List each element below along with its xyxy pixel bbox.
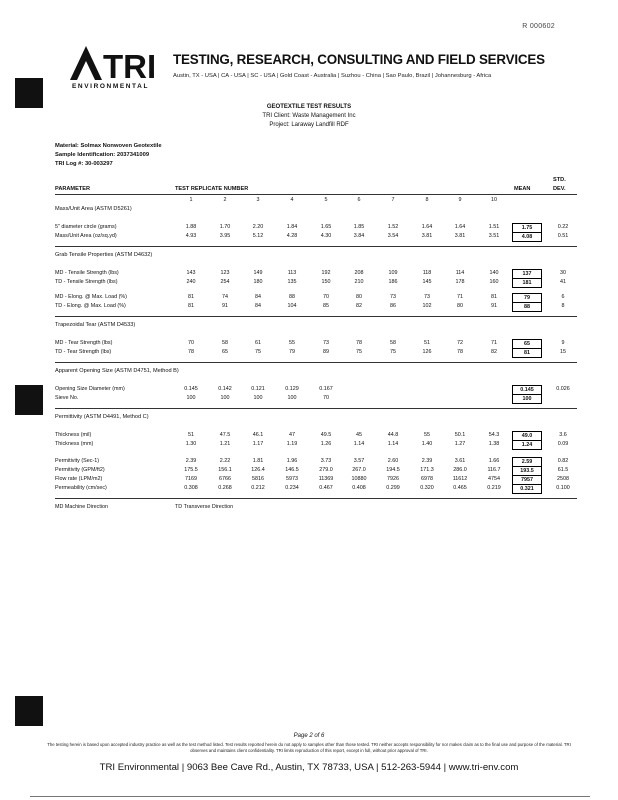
- cell-value: 116.7: [487, 467, 501, 473]
- cell-value: 11369: [318, 476, 334, 482]
- cell-value: 0.167: [319, 386, 333, 392]
- cell-value: 1.96: [286, 458, 298, 464]
- cell-value: 4.30: [320, 233, 332, 239]
- cell-value: 89: [323, 349, 329, 355]
- cell-value: 55: [289, 340, 295, 346]
- cell-value: 118: [422, 270, 432, 276]
- cell-value: 84: [255, 294, 261, 300]
- cell-value: 1.19: [286, 441, 298, 447]
- cell-value: 78: [188, 349, 194, 355]
- legend-md: MD Machine Direction: [55, 504, 109, 510]
- cell-value: 81: [188, 294, 194, 300]
- bottom-rule: [30, 796, 590, 797]
- cell-value: 3.95: [219, 233, 231, 239]
- row-label: Permitivity (GPM/ft2): [55, 467, 105, 473]
- std-header: STD.: [553, 177, 566, 183]
- section-rule: [55, 408, 577, 409]
- replicate-number: 3: [256, 197, 260, 203]
- cell-value: 7169: [185, 476, 197, 482]
- cell-value: 0.268: [218, 485, 232, 491]
- std-dev-value: 6: [561, 294, 565, 300]
- row-label: Sieve No.: [55, 395, 79, 401]
- cell-value: 5816: [252, 476, 264, 482]
- mean-value: 0.145: [512, 385, 542, 395]
- cell-value: 0.142: [218, 386, 232, 392]
- mean-value: 1.24: [512, 440, 542, 450]
- row-label: MD - Tensile Strength (lbs): [55, 270, 119, 276]
- cell-value: 46.1: [252, 432, 264, 438]
- legend-td: TD Transverse Direction: [175, 504, 234, 510]
- row-label: TD - Tensile Strength (lbs): [55, 279, 118, 285]
- replicate-number: 9: [458, 197, 462, 203]
- report-title: GEOTEXTILE TEST RESULTS: [266, 104, 352, 110]
- cell-value: 78: [457, 349, 463, 355]
- cell-value: 0.129: [285, 386, 299, 392]
- cell-value: 1.65: [320, 224, 332, 230]
- cell-value: 1.14: [353, 441, 365, 447]
- cell-value: 70: [188, 340, 194, 346]
- cell-value: 1.70: [219, 224, 231, 230]
- cell-value: 3.51: [488, 233, 500, 239]
- section-title: Apparent Opening Size (ASTM D4751, Method B): [55, 368, 179, 374]
- redaction-block: [15, 385, 43, 415]
- header-rule: [55, 194, 577, 195]
- cell-value: 1.21: [219, 441, 231, 447]
- cell-value: 240: [186, 279, 196, 285]
- std-dev-value: 0.100: [556, 485, 570, 491]
- mean-value: 193.5: [512, 466, 542, 476]
- cell-value: 1.85: [353, 224, 365, 230]
- std-dev-value: 15: [560, 349, 566, 355]
- cell-value: 49.5: [320, 432, 332, 438]
- cell-value: 0.121: [251, 386, 265, 392]
- cell-value: 88: [289, 294, 295, 300]
- cell-value: 208: [354, 270, 364, 276]
- cell-value: 79: [289, 349, 295, 355]
- cell-value: 104: [287, 303, 297, 309]
- mean-value: 100: [512, 394, 542, 404]
- logo-triangle-icon: [70, 46, 102, 80]
- cell-value: 7926: [387, 476, 399, 482]
- mean-value: 1.75: [512, 223, 542, 233]
- cell-value: 2.39: [421, 458, 433, 464]
- row-label: 5" diameter circle (grams): [55, 224, 117, 230]
- std-dev-value: 0.22: [557, 224, 569, 230]
- row-label: Permitivity (Sec-1): [55, 458, 100, 464]
- std-dev-value: 3.6: [559, 432, 567, 438]
- replicate-number: 1: [189, 197, 193, 203]
- cell-value: 143: [186, 270, 196, 276]
- cell-value: 2.22: [219, 458, 231, 464]
- cell-value: 102: [422, 303, 432, 309]
- cell-value: 73: [323, 340, 329, 346]
- cell-value: 171.3: [420, 467, 434, 473]
- cell-value: 75: [255, 349, 261, 355]
- std-dev-value: 61.5: [557, 467, 569, 473]
- cell-value: 1.64: [421, 224, 433, 230]
- cell-value: 80: [356, 294, 362, 300]
- std-dev-value: 8: [561, 303, 565, 309]
- company-name: TESTING, RESEARCH, CONSULTING AND FIELD SERVICES: [173, 52, 545, 67]
- mean-value: 2.59: [512, 457, 542, 467]
- page-number: Page 2 of 6: [293, 733, 325, 739]
- std-dev-value: 0.09: [557, 441, 569, 447]
- cell-value: 70: [323, 395, 329, 401]
- cell-value: 81: [491, 294, 497, 300]
- cell-value: 146.5: [285, 467, 299, 473]
- cell-value: 1.14: [387, 441, 399, 447]
- section-title: Mass/Unit Area (ASTM D5261): [55, 206, 132, 212]
- cell-value: 70: [323, 294, 329, 300]
- cell-value: 3.73: [320, 458, 332, 464]
- std-dev-value: 0.51: [557, 233, 569, 239]
- cell-value: 149: [253, 270, 263, 276]
- cell-value: 2.20: [252, 224, 264, 230]
- cell-value: 1.26: [320, 441, 332, 447]
- cell-value: 6978: [421, 476, 433, 482]
- cell-value: 1.51: [488, 224, 500, 230]
- cell-value: 1.27: [454, 441, 466, 447]
- replicate-number: 4: [290, 197, 294, 203]
- section-rule: [55, 316, 577, 317]
- mean-value: 79: [512, 293, 542, 303]
- cell-value: 156.1: [218, 467, 232, 473]
- section-rule: [55, 246, 577, 247]
- cell-value: 1.84: [286, 224, 298, 230]
- row-label: MD - Tear Strength (lbs): [55, 340, 113, 346]
- row-label: TD - Tear Strength (lbs): [55, 349, 112, 355]
- cell-value: 279.0: [319, 467, 333, 473]
- bates-number: R 000602: [522, 23, 555, 30]
- cell-value: 5973: [286, 476, 298, 482]
- section-title: Permittivity (ASTM D4491, Method C): [55, 414, 149, 420]
- cell-value: 3.81: [454, 233, 466, 239]
- replicate-number: 8: [425, 197, 429, 203]
- cell-value: 5.12: [252, 233, 264, 239]
- cell-value: 78: [356, 340, 362, 346]
- cell-value: 71: [457, 294, 463, 300]
- cell-value: 100: [186, 395, 196, 401]
- cell-value: 194.5: [386, 467, 400, 473]
- mean-value: 4.08: [512, 232, 542, 242]
- cell-value: 286.0: [453, 467, 467, 473]
- cell-value: 3.57: [353, 458, 365, 464]
- cell-value: 51: [188, 432, 194, 438]
- cell-value: 100: [220, 395, 230, 401]
- cell-value: 82: [356, 303, 362, 309]
- row-label: Thickness (mil): [55, 432, 92, 438]
- mean-header: MEAN: [514, 186, 531, 192]
- cell-value: 3.84: [353, 233, 365, 239]
- cell-value: 0.234: [285, 485, 299, 491]
- cell-value: 2.60: [387, 458, 399, 464]
- cell-value: 0.299: [386, 485, 400, 491]
- cell-value: 1.30: [185, 441, 197, 447]
- cell-value: 82: [491, 349, 497, 355]
- cell-value: 0.465: [453, 485, 467, 491]
- cell-value: 0.320: [420, 485, 434, 491]
- cell-value: 75: [356, 349, 362, 355]
- cell-value: 254: [220, 279, 230, 285]
- cell-value: 0.408: [352, 485, 366, 491]
- std-dev-value: 9: [561, 340, 565, 346]
- mean-value: 49.0: [512, 431, 542, 441]
- cell-value: 50.1: [454, 432, 466, 438]
- row-label: Flow rate (LPM/m2): [55, 476, 103, 482]
- cell-value: 54.3: [488, 432, 500, 438]
- material-line: Material: Solmax Nonwoven Geotextile: [55, 143, 162, 149]
- mean-value: 181: [512, 278, 542, 288]
- cell-value: 73: [424, 294, 430, 300]
- cell-value: 73: [390, 294, 396, 300]
- cell-value: 61: [255, 340, 261, 346]
- cell-value: 150: [321, 279, 331, 285]
- cell-value: 6766: [219, 476, 231, 482]
- cell-value: 55: [424, 432, 430, 438]
- cell-value: 100: [253, 395, 263, 401]
- section-rule: [55, 498, 577, 499]
- cell-value: 0.219: [487, 485, 501, 491]
- report-client: TRI Client: Waste Management Inc: [262, 113, 356, 119]
- cell-value: 100: [287, 395, 297, 401]
- cell-value: 0.308: [184, 485, 198, 491]
- mean-value: 137: [512, 269, 542, 279]
- footer-address: TRI Environmental | 9063 Bee Cave Rd., Austin, TX 78733, USA | 512-263-5944 | www.tri-env.com: [99, 762, 519, 773]
- cell-value: 0.212: [251, 485, 265, 491]
- cell-value: 109: [388, 270, 398, 276]
- cell-value: 47: [289, 432, 295, 438]
- redaction-block: [15, 696, 43, 726]
- cell-value: 81: [188, 303, 194, 309]
- cell-value: 114: [455, 270, 465, 276]
- cell-value: 1.38: [488, 441, 500, 447]
- cell-value: 0.145: [184, 386, 198, 392]
- section-title: Trapezoidal Tear (ASTM D4533): [55, 322, 136, 328]
- cell-value: 1.88: [185, 224, 197, 230]
- replicate-number: 7: [391, 197, 395, 203]
- row-label: Permeability (cm/sec): [55, 485, 107, 491]
- cell-value: 44.8: [387, 432, 399, 438]
- cell-value: 51: [424, 340, 430, 346]
- cell-value: 145: [422, 279, 432, 285]
- cell-value: 1.52: [387, 224, 399, 230]
- std-header-2: DEV.: [553, 186, 566, 192]
- report-project: Project: Laraway Landfill RDF: [269, 122, 349, 128]
- tri-log-line: TRI Log #: 30-003297: [55, 161, 113, 167]
- sample-id-line: Sample Identification: 2037341009: [55, 152, 150, 158]
- cell-value: 178: [455, 279, 465, 285]
- cell-value: 47.5: [219, 432, 231, 438]
- cell-value: 65: [222, 349, 228, 355]
- cell-value: 91: [222, 303, 228, 309]
- logo-text: TRI: [103, 48, 157, 85]
- replicate-header: TEST REPLICATE NUMBER: [175, 186, 249, 192]
- cell-value: 140: [489, 270, 499, 276]
- row-label: Opening Size Diameter (mm): [55, 386, 125, 392]
- section-rule: [55, 362, 577, 363]
- cell-value: 1.17: [252, 441, 264, 447]
- cell-value: 4.93: [185, 233, 197, 239]
- cell-value: 74: [222, 294, 228, 300]
- cell-value: 71: [491, 340, 497, 346]
- replicate-number: 6: [357, 197, 361, 203]
- cell-value: 86: [390, 303, 396, 309]
- cell-value: 91: [491, 303, 497, 309]
- replicate-number: 2: [223, 197, 227, 203]
- cell-value: 126.4: [251, 467, 265, 473]
- mean-value: 7957: [512, 475, 542, 485]
- std-dev-value: 41: [560, 279, 566, 285]
- cell-value: 123: [220, 270, 230, 276]
- cell-value: 267.0: [352, 467, 366, 473]
- cell-value: 2.39: [185, 458, 197, 464]
- row-label: MD - Elong. @ Max. Load (%): [55, 294, 127, 300]
- cell-value: 1.66: [488, 458, 500, 464]
- std-dev-value: 2508: [557, 476, 569, 482]
- cell-value: 186: [388, 279, 398, 285]
- replicate-number: 10: [491, 197, 497, 203]
- cell-value: 3.81: [421, 233, 433, 239]
- cell-value: 192: [321, 270, 331, 276]
- disclaimer: The testing herein is based upon accepted industry practice as well as the test method listed. Test results reported herein do not apply to samples other than those tested. TRI neither accepts responsibility for nor makes claim as to the final use and purpose of the material. TRI observes and maintains client confidentiality. TRI limits reproduction of this report, except in full, without prior approval of TRI.: [47, 742, 571, 753]
- cell-value: 113: [287, 270, 297, 276]
- std-dev-value: 0.026: [556, 386, 570, 392]
- cell-value: 1.81: [252, 458, 264, 464]
- section-title: Grab Tensile Properties (ASTM D4632): [55, 252, 153, 258]
- cell-value: 10880: [351, 476, 367, 482]
- cell-value: 210: [354, 279, 364, 285]
- cell-value: 58: [222, 340, 228, 346]
- std-dev-value: 30: [560, 270, 566, 276]
- cell-value: 72: [457, 340, 463, 346]
- row-label: TD - Elong. @ Max. Load (%): [55, 303, 126, 309]
- mean-value: 65: [512, 339, 542, 349]
- param-header: PARAMETER: [55, 186, 91, 192]
- cell-value: 3.61: [454, 458, 466, 464]
- cell-value: 80: [457, 303, 463, 309]
- cell-value: 3.54: [387, 233, 399, 239]
- cell-value: 75: [390, 349, 396, 355]
- cell-value: 4.28: [286, 233, 298, 239]
- cell-value: 85: [323, 303, 329, 309]
- row-label: Mass/Unit Area (oz/sq.yd): [55, 233, 117, 239]
- cell-value: 11612: [452, 476, 468, 482]
- cell-value: 160: [489, 279, 499, 285]
- cell-value: 4754: [488, 476, 500, 482]
- cell-value: 126: [422, 349, 432, 355]
- mean-value: 81: [512, 348, 542, 358]
- row-label: Thickness (mm): [55, 441, 94, 447]
- replicate-number: 5: [324, 197, 328, 203]
- mean-value: 0.321: [512, 484, 542, 494]
- cell-value: 135: [287, 279, 297, 285]
- cell-value: 0.467: [319, 485, 333, 491]
- cell-value: 1.64: [454, 224, 466, 230]
- cell-value: 180: [253, 279, 263, 285]
- cell-value: 175.5: [184, 467, 198, 473]
- logo-subtitle: ENVIRONMENTAL: [72, 83, 150, 90]
- cell-value: 45: [356, 432, 362, 438]
- cell-value: 58: [390, 340, 396, 346]
- std-dev-value: 0.82: [557, 458, 569, 464]
- cell-value: 84: [255, 303, 261, 309]
- company-locations: Austin, TX - USA | CA - USA | SC - USA | Gold Coast - Australia | Suzhou - China | Sao Paulo, Brazil | Johannesburg - Africa: [173, 73, 492, 79]
- cell-value: 1.40: [421, 441, 433, 447]
- mean-value: 88: [512, 302, 542, 312]
